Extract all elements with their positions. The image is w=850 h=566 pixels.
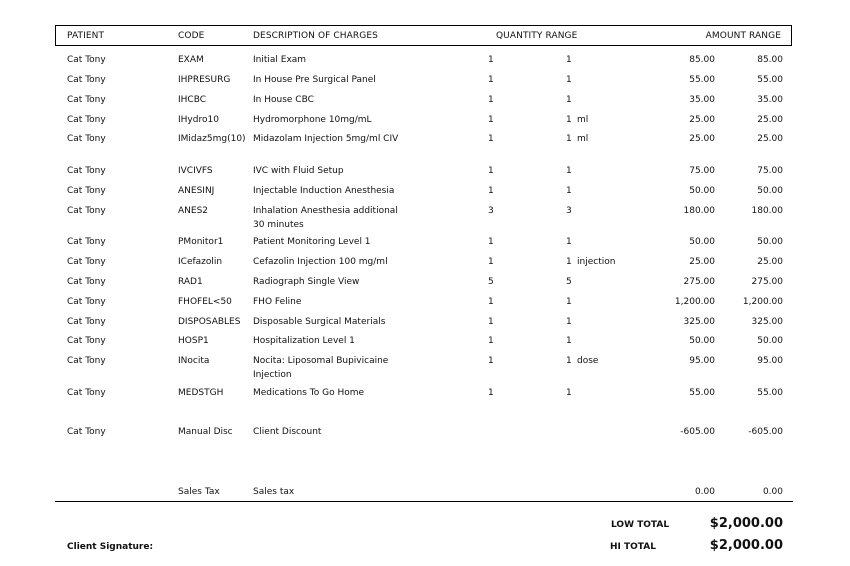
row-code: IVCIVFS xyxy=(178,166,213,176)
row-amount-high: 50.00 xyxy=(757,186,783,196)
header-amount-range: AMOUNT RANGE xyxy=(705,31,781,41)
row-description: Radiograph Single View xyxy=(253,277,360,287)
row-description: In House Pre Surgical Panel xyxy=(253,75,376,85)
row-unit: injection xyxy=(577,257,616,267)
row-amount-low: 25.00 xyxy=(689,134,715,144)
row-quantity-high: 1 xyxy=(566,388,572,398)
row-quantity-low: 1 xyxy=(488,336,494,346)
hi-total-value: $2,000.00 xyxy=(709,538,783,553)
row-description: Inhalation Anesthesia additional 30 minutes xyxy=(253,206,398,230)
row-amount-high: 50.00 xyxy=(757,336,783,346)
row-amount-low: 50.00 xyxy=(689,186,715,196)
row-code: IHCBC xyxy=(178,95,207,105)
row-amount-high: 55.00 xyxy=(757,388,783,398)
row-code: FHOFEL<50 xyxy=(178,297,232,307)
row-quantity-low: 1 xyxy=(488,388,494,398)
row-code: INocita xyxy=(178,356,210,366)
row-description: Nocita: Liposomal Bupivicaine Injection xyxy=(253,356,389,380)
row-amount-low: 85.00 xyxy=(689,55,715,65)
row-amount-low: 75.00 xyxy=(689,166,715,176)
row-code: IHPRESURG xyxy=(178,75,231,85)
row-patient: Cat Tony xyxy=(67,186,106,196)
row-code: PMonitor1 xyxy=(178,237,224,247)
row-code: Sales Tax xyxy=(178,487,220,497)
row-description: Sales tax xyxy=(253,487,295,497)
row-description: FHO Feline xyxy=(253,297,302,307)
row-quantity-high: 1 xyxy=(566,257,572,267)
row-patient: Cat Tony xyxy=(67,277,106,287)
row-quantity-low: 1 xyxy=(488,186,494,196)
row-patient: Cat Tony xyxy=(67,297,106,307)
header-description: DESCRIPTION OF CHARGES xyxy=(253,31,378,41)
row-quantity-low: 1 xyxy=(488,237,494,247)
row-patient: Cat Tony xyxy=(67,55,106,65)
row-description: IVC with Fluid Setup xyxy=(253,166,344,176)
row-amount-low: 55.00 xyxy=(689,75,715,85)
row-quantity-high: 1 xyxy=(566,55,572,65)
row-quantity-low: 1 xyxy=(488,55,494,65)
row-quantity-low: 1 xyxy=(488,166,494,176)
row-quantity-high: 1 xyxy=(566,297,572,307)
header-patient: PATIENT xyxy=(67,31,105,41)
row-description: Client Discount xyxy=(253,427,322,437)
row-quantity-high: 5 xyxy=(566,277,572,287)
row-code: ICefazolin xyxy=(178,257,223,267)
row-amount-low: 1,200.00 xyxy=(674,297,715,307)
row-quantity-high: 1 xyxy=(566,186,572,196)
row-amount-low: 35.00 xyxy=(689,95,715,105)
row-description: In House CBC xyxy=(253,95,314,105)
row-description: Disposable Surgical Materials xyxy=(253,317,386,327)
row-patient: Cat Tony xyxy=(67,206,106,216)
row-patient: Cat Tony xyxy=(67,317,106,327)
row-patient: Cat Tony xyxy=(67,427,106,437)
row-description: Hospitalization Level 1 xyxy=(253,336,355,346)
row-code: IMidaz5mg(10) xyxy=(178,134,246,144)
row-code: Manual Disc xyxy=(178,427,233,437)
row-unit: ml xyxy=(577,134,589,144)
row-code: EXAM xyxy=(178,55,204,65)
header-code: CODE xyxy=(178,31,205,41)
row-code: RAD1 xyxy=(178,277,203,287)
row-description: Patient Monitoring Level 1 xyxy=(253,237,371,247)
row-patient: Cat Tony xyxy=(67,237,106,247)
row-amount-high: 180.00 xyxy=(751,206,783,216)
row-quantity-high: 1 xyxy=(566,134,572,144)
row-amount-low: 25.00 xyxy=(689,257,715,267)
row-amount-low: 180.00 xyxy=(683,206,715,216)
row-quantity-low: 1 xyxy=(488,115,494,125)
row-quantity-low: 1 xyxy=(488,356,494,366)
row-quantity-high: 1 xyxy=(566,237,572,247)
row-amount-high: 35.00 xyxy=(757,95,783,105)
row-patient: Cat Tony xyxy=(67,336,106,346)
row-amount-high: 55.00 xyxy=(757,75,783,85)
row-amount-low: 0.00 xyxy=(694,487,715,497)
row-code: ANESINJ xyxy=(178,186,215,196)
row-description: Injectable Induction Anesthesia xyxy=(253,186,395,196)
low-total-value: $2,000.00 xyxy=(709,516,783,531)
client-signature-label: Client Signature: xyxy=(67,542,154,552)
row-quantity-low: 1 xyxy=(488,134,494,144)
row-quantity-low: 1 xyxy=(488,317,494,327)
row-amount-high: 25.00 xyxy=(757,134,783,144)
row-amount-high: 75.00 xyxy=(757,166,783,176)
row-quantity-high: 1 xyxy=(566,166,572,176)
low-total-label: LOW TOTAL xyxy=(611,520,670,530)
hi-total-label: HI TOTAL xyxy=(610,542,656,552)
row-amount-high: 25.00 xyxy=(757,257,783,267)
row-amount-high: 275.00 xyxy=(751,277,783,287)
row-amount-high: -605.00 xyxy=(748,427,783,437)
row-code: MEDSTGH xyxy=(178,388,224,398)
table-header xyxy=(55,25,792,46)
row-amount-low: 25.00 xyxy=(689,115,715,125)
row-amount-low: 325.00 xyxy=(683,317,715,327)
row-description: Medications To Go Home xyxy=(253,388,365,398)
row-quantity-low: 5 xyxy=(488,277,494,287)
row-code: DISPOSABLES xyxy=(178,317,241,327)
row-description: Midazolam Injection 5mg/ml CIV xyxy=(253,134,399,144)
row-amount-high: 25.00 xyxy=(757,115,783,125)
row-description: Cefazolin Injection 100 mg/ml xyxy=(253,257,388,267)
row-amount-high: 50.00 xyxy=(757,237,783,247)
row-amount-high: 85.00 xyxy=(757,55,783,65)
row-quantity-low: 1 xyxy=(488,297,494,307)
row-amount-high: 95.00 xyxy=(757,356,783,366)
row-patient: Cat Tony xyxy=(67,388,106,398)
row-description: Initial Exam xyxy=(253,55,307,65)
row-amount-low: 55.00 xyxy=(689,388,715,398)
row-quantity-high: 3 xyxy=(566,206,572,216)
row-amount-low: 50.00 xyxy=(689,336,715,346)
row-unit: dose xyxy=(577,356,599,366)
row-quantity-high: 1 xyxy=(566,115,572,125)
header-quantity-range: QUANTITY RANGE xyxy=(496,31,578,41)
row-quantity-low: 1 xyxy=(488,257,494,267)
row-patient: Cat Tony xyxy=(67,134,106,144)
row-quantity-high: 1 xyxy=(566,95,572,105)
row-unit: ml xyxy=(577,115,589,125)
row-quantity-low: 3 xyxy=(488,206,494,216)
totals-divider xyxy=(55,501,793,502)
row-code: HOSP1 xyxy=(178,336,209,346)
row-quantity-low: 1 xyxy=(488,95,494,105)
row-patient: Cat Tony xyxy=(67,75,106,85)
row-quantity-high: 1 xyxy=(566,317,572,327)
row-description: Hydromorphone 10mg/mL xyxy=(253,115,372,125)
row-quantity-high: 1 xyxy=(566,356,572,366)
row-patient: Cat Tony xyxy=(67,257,106,267)
row-patient: Cat Tony xyxy=(67,166,106,176)
row-patient: Cat Tony xyxy=(67,95,106,105)
row-amount-low: 50.00 xyxy=(689,237,715,247)
row-amount-high: 1,200.00 xyxy=(742,297,783,307)
row-patient: Cat Tony xyxy=(67,356,106,366)
row-amount-high: 325.00 xyxy=(751,317,783,327)
row-quantity-low: 1 xyxy=(488,75,494,85)
row-code: IHydro10 xyxy=(178,115,219,125)
row-amount-low: 95.00 xyxy=(689,356,715,366)
row-quantity-high: 1 xyxy=(566,336,572,346)
row-patient: Cat Tony xyxy=(67,115,106,125)
row-code: ANES2 xyxy=(178,206,209,216)
row-quantity-high: 1 xyxy=(566,75,572,85)
row-amount-low: -605.00 xyxy=(680,427,715,437)
row-amount-high: 0.00 xyxy=(762,487,783,497)
row-amount-low: 275.00 xyxy=(683,277,715,287)
